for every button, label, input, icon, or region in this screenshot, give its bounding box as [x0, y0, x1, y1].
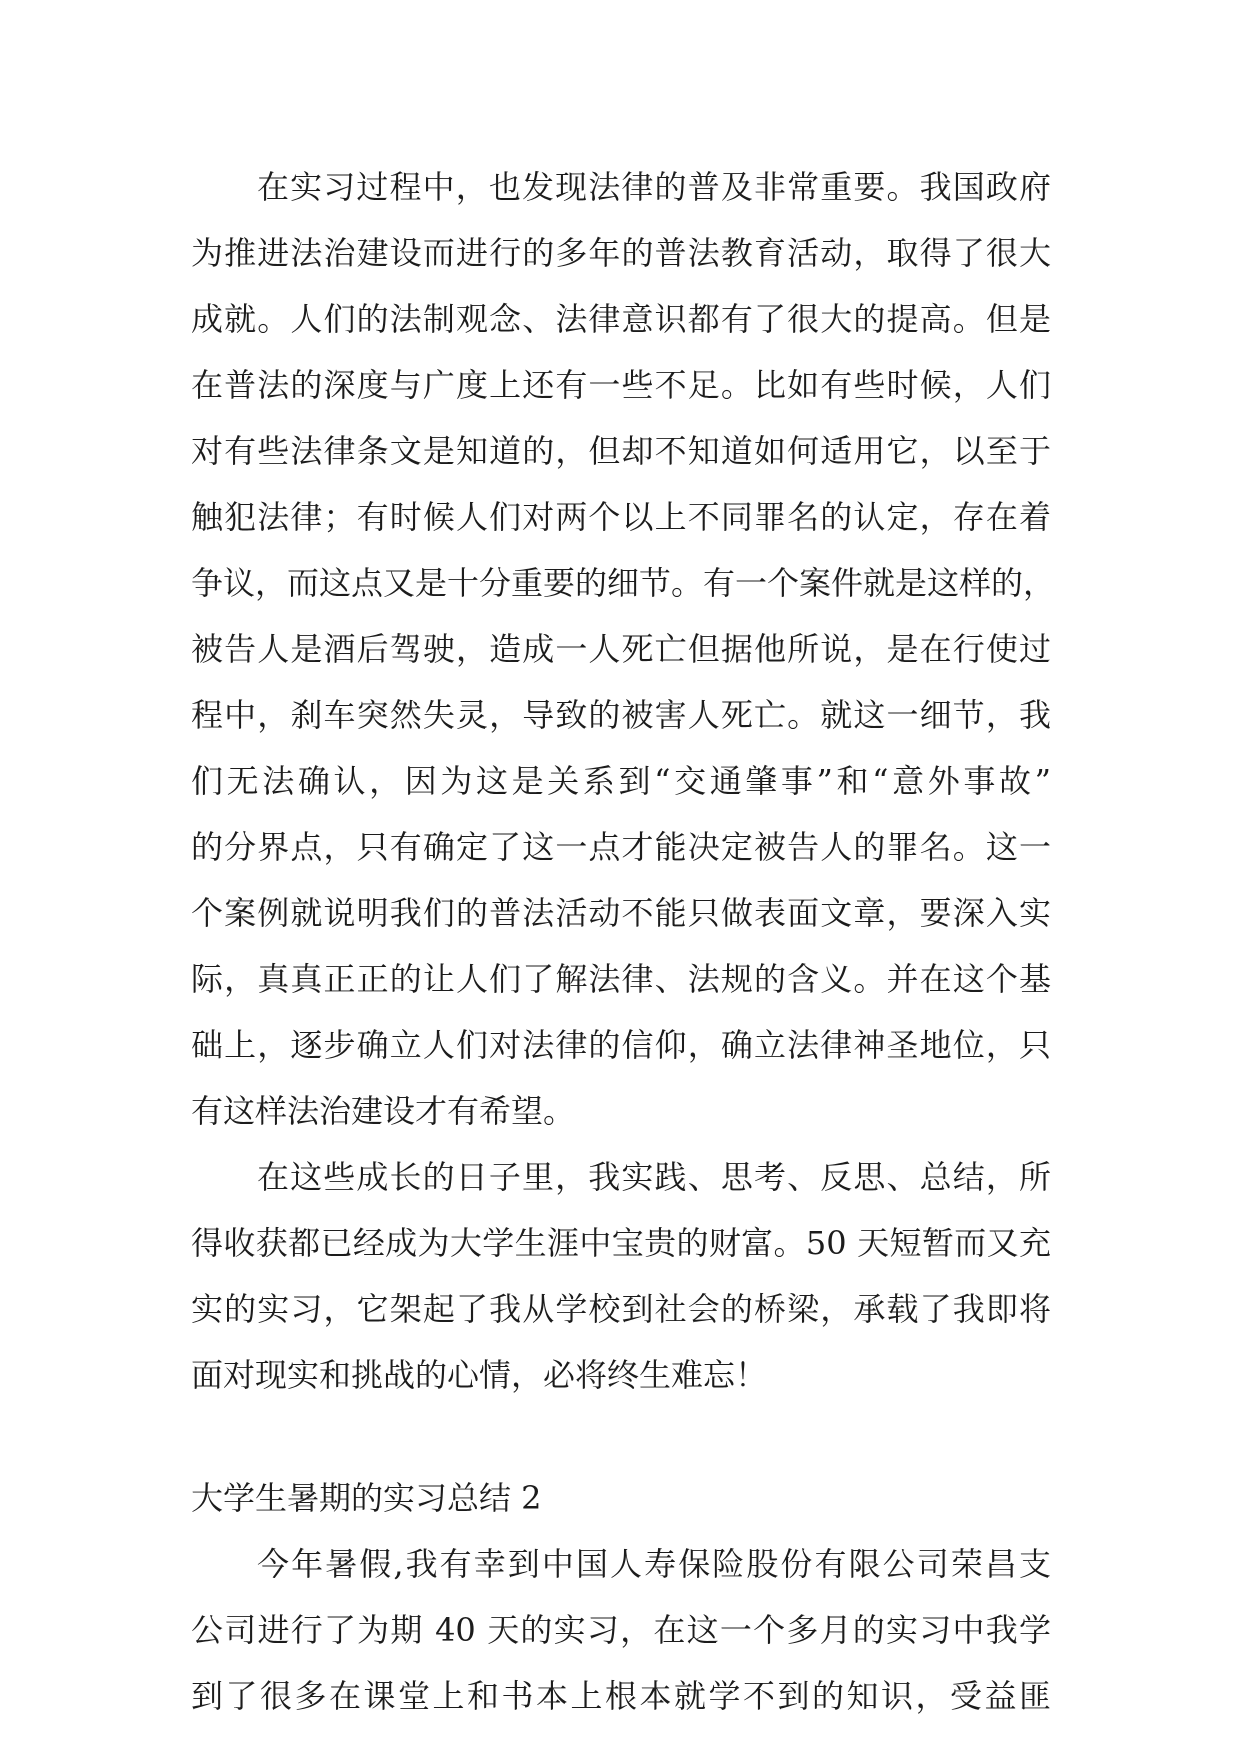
- section-heading: 大学生暑期的实习总结 2: [191, 1479, 542, 1517]
- paragraph-3-line: 公司进行了为期 40 天的实习，在这一个多月的实习中我学: [191, 1611, 1051, 1649]
- paragraph-1-line: 争议，而这点又是十分重要的细节。有一个案件就是这样的，: [191, 564, 1056, 602]
- paragraph-1-line: 触犯法律；有时候人们对两个以上不同罪名的认定，存在着: [191, 498, 1051, 536]
- paragraph-3-line: 今年暑假,我有幸到中国人寿保险股份有限公司荣昌支: [257, 1545, 1051, 1583]
- paragraph-2-line: 得收获都已经成为大学生涯中宝贵的财富。50 天短暂而又充: [191, 1224, 1051, 1262]
- paragraph-1-line: 在普法的深度与广度上还有一些不足。比如有些时候，人们: [191, 366, 1051, 404]
- paragraph-1-line: 的分界点，只有确定了这一点才能决定被告人的罪名。这一: [191, 828, 1051, 866]
- paragraph-2-line: 面对现实和挑战的心情，必将终生难忘！: [191, 1356, 768, 1394]
- paragraph-1-line: 在实习过程中，也发现法律的普及非常重要。我国政府: [257, 168, 1051, 206]
- paragraph-1-line: 为推进法治建设而进行的多年的普法教育活动，取得了很大: [191, 234, 1051, 272]
- paragraph-1-line: 成就。人们的法制观念、法律意识都有了很大的提高。但是: [191, 300, 1051, 338]
- paragraph-1-line: 际，真真正正的让人们了解法律、法规的含义。并在这个基: [191, 960, 1051, 998]
- paragraph-1-line: 个案例就说明我们的普法活动不能只做表面文章，要深入实: [191, 894, 1051, 932]
- paragraph-1-line: 础上，逐步确立人们对法律的信仰，确立法律神圣地位，只: [191, 1026, 1051, 1064]
- paragraph-1-line: 对有些法律条文是知道的，但却不知道如何适用它，以至于: [191, 432, 1051, 470]
- paragraph-1-line: 们无法确认，因为这是关系到“交通肇事”和“意外事故”: [191, 762, 1051, 800]
- paragraph-1-line: 程中，刹车突然失灵，导致的被害人死亡。就这一细节，我: [191, 696, 1051, 734]
- paragraph-1-line: 被告人是酒后驾驶，造成一人死亡但据他所说，是在行使过: [191, 630, 1051, 668]
- paragraph-1-line: 有这样法治建设才有希望。: [191, 1092, 576, 1130]
- paragraph-2-line: 在这些成长的日子里，我实践、思考、反思、总结，所: [257, 1158, 1051, 1196]
- paragraph-3-line: 到了很多在课堂上和书本上根本就学不到的知识，受益匪: [191, 1677, 1051, 1715]
- paragraph-2-line: 实的实习，它架起了我从学校到社会的桥梁，承载了我即将: [191, 1290, 1051, 1328]
